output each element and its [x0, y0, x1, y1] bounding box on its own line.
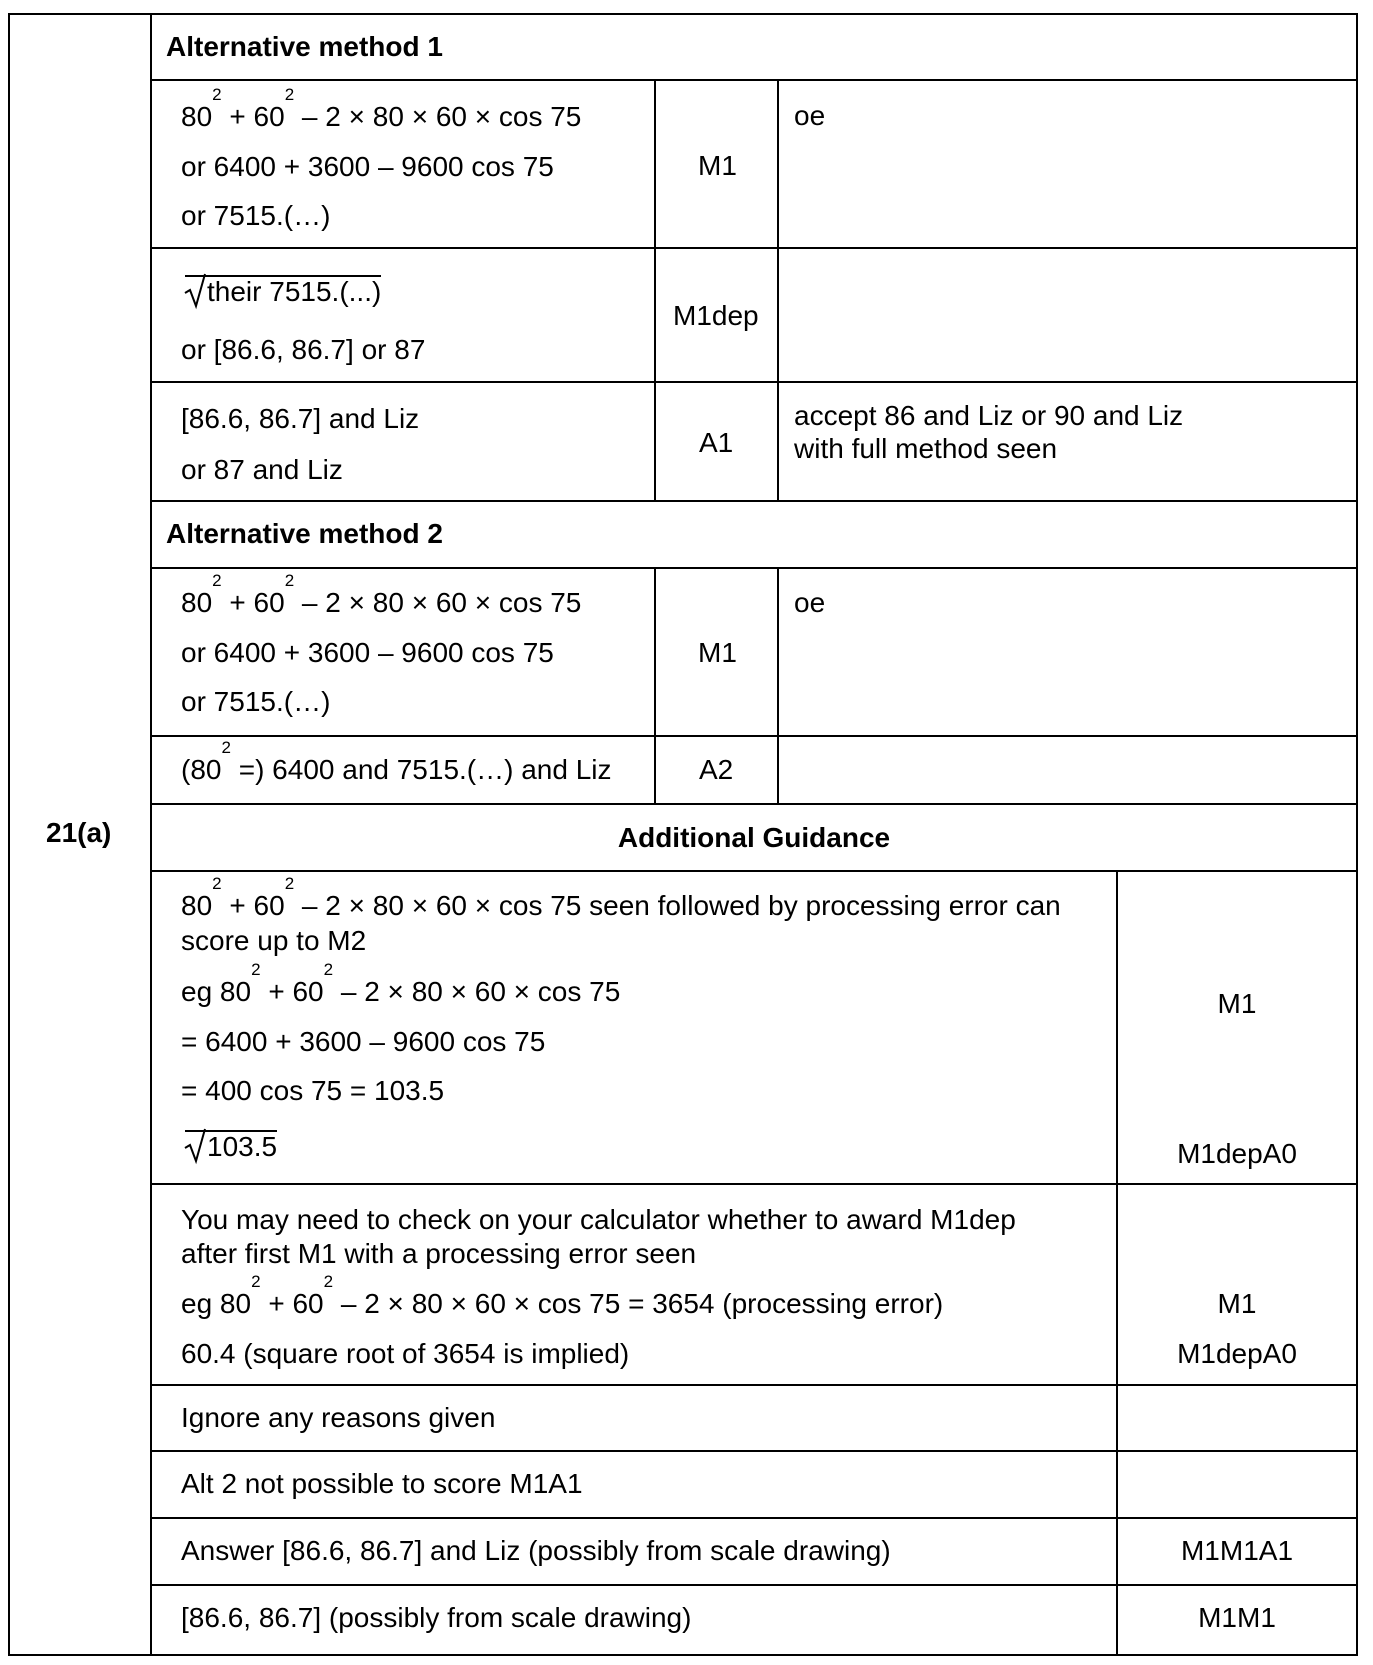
alt1-heading: Alternative method 1	[166, 31, 443, 62]
alt1-row1-expression: $80^2 + 60^2 - 2 \times 80 \times 60 \times \cos 75$	[181, 85, 582, 132]
alt1-row3-comment1: accept 86 and Liz or 90 and Liz	[794, 400, 1184, 431]
sqrt-sign-icon	[185, 1128, 207, 1164]
guidance2-mark2: M1depA0	[1177, 1338, 1297, 1369]
guidance1-mark1: M1	[1217, 988, 1257, 1019]
alt2-row2-mark: A2	[699, 754, 734, 785]
alt1-row3-line2: or 87 and Liz	[181, 454, 343, 485]
guidance3-text: Ignore any reasons given	[181, 1402, 496, 1433]
alt1-row1-line2: or 6400 + 3600 – 9600 cos 75	[181, 151, 554, 182]
guidance1-line3: eg $80^2 + 60^2 - 2 \times 80 \times 60 \times \cos 75$	[181, 960, 621, 1007]
alt2-heading: Alternative method 2	[166, 518, 443, 549]
alt1-row3-line1: [86.6, 86.7] and Liz	[181, 403, 420, 434]
guidance5-text: Answer [86.6, 86.7] and Liz (possibly from scale drawing)	[181, 1535, 891, 1566]
alt1-row2-sqrt: their 7515.(...)	[185, 275, 381, 308]
alt1-row3-comment2: with full method seen	[794, 433, 1058, 464]
guidance1-line2: score up to M2	[181, 925, 367, 956]
alt2-row1-line2: or 6400 + 3600 – 9600 cos 75	[181, 637, 554, 668]
guidance1-line4: = 6400 + 3600 – 9600 cos 75	[181, 1026, 546, 1057]
guidance-heading: Additional Guidance	[617, 822, 891, 853]
guidance2-mark1: M1	[1217, 1288, 1257, 1319]
alt2-row1-line3: or 7515.(…)	[181, 686, 331, 717]
alt1-row2-line2: or [86.6, 86.7] or 87	[181, 334, 426, 365]
guidance4-text: Alt 2 not possible to score M1A1	[181, 1468, 583, 1499]
alt1-row1-comment: oe	[794, 100, 826, 131]
sqrt-sign-icon	[185, 273, 207, 309]
guidance2-line2: after first M1 with a processing error seen	[181, 1238, 697, 1269]
guidance5-mark: M1M1A1	[1180, 1535, 1294, 1566]
question-number: 21(a)	[46, 817, 112, 848]
alt1-row2-mark: M1dep	[673, 300, 759, 331]
guidance1-line1: $80^2 + 60^2 - 2 \times 80 \times 60 \times \cos 75$ seen followed by processing error can	[181, 874, 1061, 921]
guidance2-line4: 60.4 (square root of 3654 is implied)	[181, 1338, 630, 1369]
alt1-row3-mark: A1	[699, 427, 734, 458]
guidance6-mark: M1M1	[1198, 1602, 1276, 1633]
alt1-row1-line3: or 7515.(…)	[181, 200, 331, 231]
guidance2-line1: You may need to check on your calculator whether to award M1dep	[181, 1204, 1016, 1235]
alt2-row1-mark: M1	[698, 637, 737, 668]
alt2-row1-comment: oe	[794, 587, 826, 618]
guidance2-line3: eg $80^2 + 60^2 - 2 \times 80 \times 60 \times \cos 75 = 3654$ (processing error)	[181, 1272, 944, 1319]
guidance1-line5: = 400 cos 75 = 103.5	[181, 1075, 445, 1106]
alt1-row1-mark: M1	[698, 150, 737, 181]
guidance1-mark2: M1depA0	[1177, 1138, 1297, 1169]
alt2-row1-expression: $80^2 + 60^2 - 2 \times 80 \times 60 \times \cos 75$	[181, 571, 582, 618]
guidance1-sqrt: 103.5	[185, 1130, 277, 1163]
guidance6-text: [86.6, 86.7] (possibly from scale drawing)	[181, 1602, 692, 1633]
alt2-row2-answer: ($80^2$ =) 6400 and 7515.(…) and Liz	[181, 738, 612, 785]
